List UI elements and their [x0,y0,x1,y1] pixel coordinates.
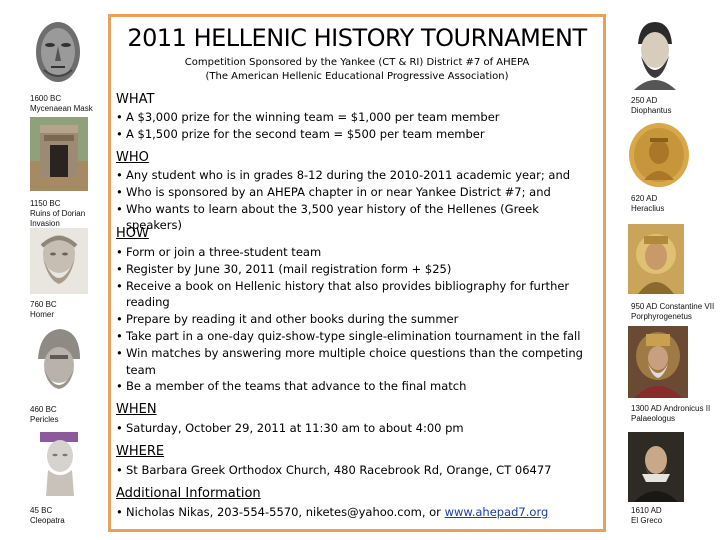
poster-title: 2011 HELLENIC HISTORY TOURNAMENT [127,24,587,52]
poster-subtitle [112,56,602,84]
how-heading: HOW [116,226,149,241]
list-item: • Register by June 30, 2011 (mail registration form + $25) [116,261,596,278]
caption-andronicus-ii: 1300 AD Andronicus II Palaeologus [631,404,711,423]
additional-info-list [116,504,596,521]
what-list [116,109,596,143]
list-item: • Who is sponsored by an AHEPA chapter in or near Yankee District #7; and [116,184,596,201]
contact-text: Nicholas Nikas, 203-554-5570, niketes@yahoo.com, or [126,505,445,519]
list-item: • A $3,000 prize for the winning team = $1,000 per team member [116,109,596,126]
who-list [116,167,596,234]
when-list [116,420,596,437]
caption-homer: 760 BC Homer [30,300,57,319]
list-item: • Any student who is in grades 8-12 during the 2010-2011 academic year; and [116,167,596,184]
constantine-vii-icon-image [628,224,684,294]
list-item: • Form or join a three-student team [116,244,596,261]
caption-heraclius: 620 AD Heraclius [631,194,665,213]
caption-pericles: 460 BC Pericles [30,405,59,424]
caption-diophantus: 250 AD Diophantus [631,96,672,115]
diophantus-portrait-image [628,18,682,90]
list-item: • Prepare by reading it and other books during the summer [116,311,596,328]
website-link[interactable]: www.ahepad7.org [444,505,549,519]
caption-constantine-vii: 950 AD Constantine VII Porphyrogenetus [631,302,715,321]
list-item: • Who wants to learn about the 3,500 year history of the Hellenes (Greek speakers) [116,201,596,235]
caption-el-greco: 1610 AD El Greco [631,506,663,525]
caption-cleopatra: 45 BC Cleopatra [30,506,65,525]
caption-mycenaean-mask: 1600 BC Mycenaean Mask [30,94,93,113]
heraclius-coin-image [628,122,690,188]
el-greco-portrait-image [628,432,684,502]
list-item: • A $1,500 prize for the second team = $500 per team member [116,126,596,143]
list-item: • Saturday, October 29, 2011 at 11:30 am to about 4:00 pm [116,420,596,437]
when-heading: WHEN [116,402,157,417]
additional-info-heading: Additional Information [116,486,261,501]
mycenaean-mask-image [30,18,86,86]
list-item: • Win matches by answering more multiple choice questions than the competing team [116,345,596,379]
subtitle-line-2: (The American Hellenic Educational Progressive Association) [205,71,509,82]
where-heading: WHERE [116,444,165,459]
homer-bust-image [30,228,88,294]
where-list [116,462,596,479]
what-heading: WHAT [116,92,155,107]
caption-dorian-invasion: 1150 BC Ruins of Dorian Invasion [30,199,86,228]
list-item [116,504,596,521]
who-heading: WHO [116,150,149,165]
list-item: • Be a member of the teams that advance to the final match [116,378,596,395]
list-item: • Take part in a one-day quiz-show-type single-elimination tournament in the fall [116,328,596,345]
pericles-bust-image [30,325,88,399]
list-item: • St Barbara Greek Orthodox Church, 480 Racebrook Rd, Orange, CT 06477 [116,462,596,479]
cleopatra-bust-image [30,430,88,496]
list-item: • Receive a book on Hellenic history that also provides bibliography for further reading [116,278,596,312]
dorian-ruins-image [30,117,88,191]
andronicus-ii-icon-image [628,326,688,398]
subtitle-line-1: Competition Sponsored by the Yankee (CT & RI) District #7 of AHEPA [184,57,530,68]
how-list [116,244,596,395]
